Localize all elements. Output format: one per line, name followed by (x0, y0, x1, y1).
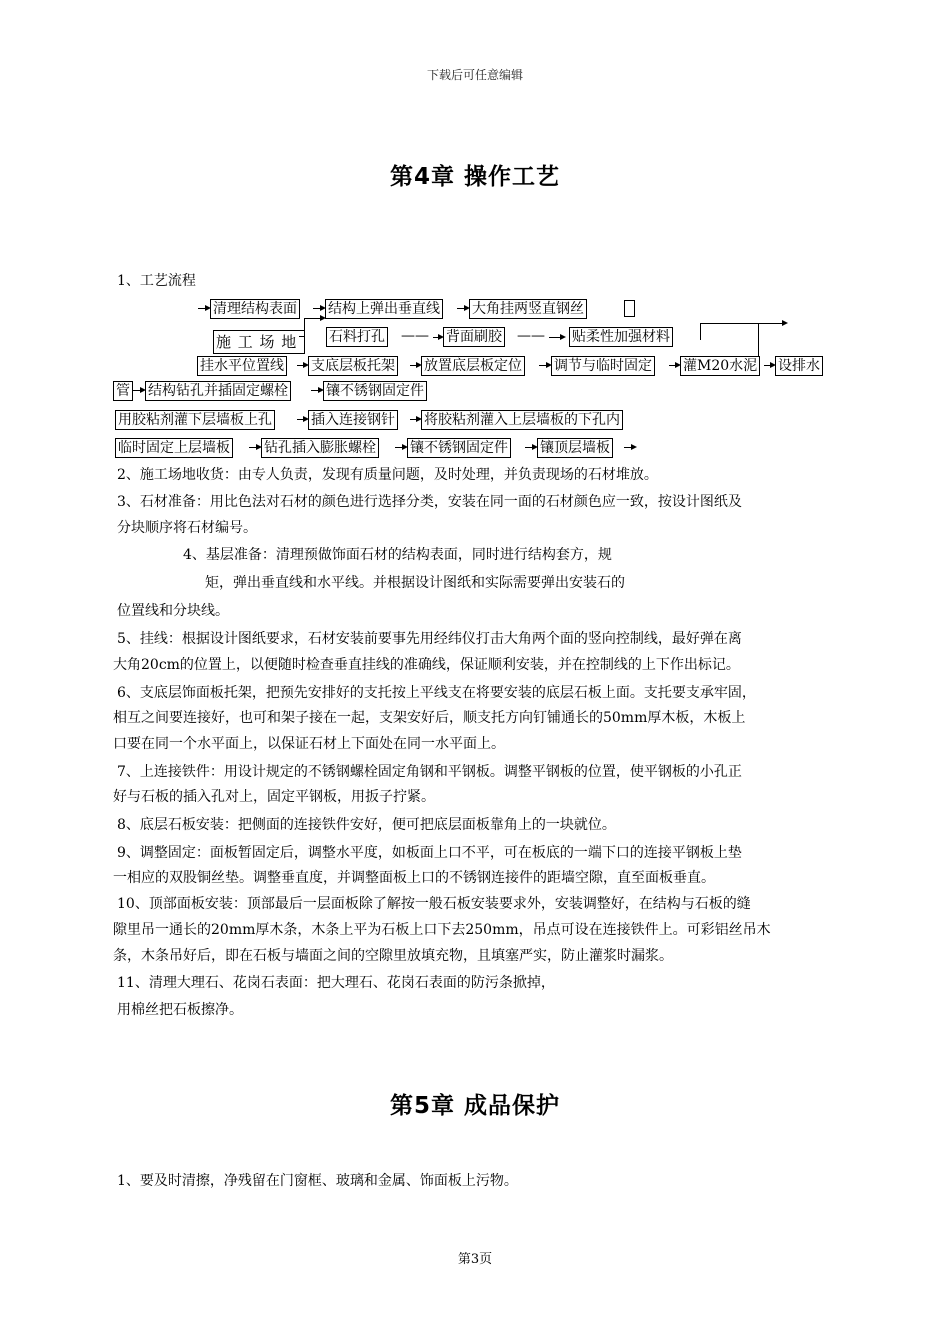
flow-step: 镶不锈钢固定件 (323, 381, 427, 401)
flow-step: 镶不锈钢固定件 (407, 438, 511, 458)
page-number: 第3页 (457, 1252, 493, 1267)
paragraph-line: 1、要及时清擦，净残留在门窗框、玻璃和金属、饰面板上污物。 (117, 1173, 518, 1189)
flow-arrow (297, 365, 304, 366)
flow-dash: —— (517, 328, 545, 344)
flow-arrow (410, 419, 417, 420)
flow-arrow (539, 365, 547, 366)
paragraph-line: 8、底层石板安装：把侧面的连接铁件安好，便可把底层面板靠角上的一块就位。 (117, 817, 616, 833)
paragraph-line: 9、调整固定：面板暂固定后，调整水平度，如板面上口不平，可在板底的一端下口的连接平钢板上垫 (117, 845, 742, 861)
flow-arrow (549, 337, 561, 338)
paragraph-line: 相互之间要连接好，也可和架子接在一起，支架安好后，顺支托方向钉铺通长的50mm厚木板，木板上 (113, 710, 746, 726)
flow-arrow (297, 419, 304, 420)
flow-step: 镶顶层墙板 (537, 438, 613, 458)
flow-arrow (669, 365, 676, 366)
flow-arrow (764, 365, 771, 366)
paragraph-line: 7、上连接铁件：用设计规定的不锈钢螺栓固定角钢和平钢板。调整平钢板的位置，使平钢板的小孔正 (117, 764, 742, 780)
flow-step: 灌M20水泥 (680, 356, 760, 376)
paragraph-line: 4、基层准备：清理预做饰面石材的结构表面，同时进行结构套方，规 (183, 547, 612, 563)
paragraph-line: 条，木条吊好后，即在石板与墙面之间的空隙里放填充物，且填塞严实，防止灌浆时漏浆。 (113, 948, 673, 964)
flow-arrow (313, 308, 321, 309)
flow-arrow (624, 447, 632, 448)
flow-arrow (249, 447, 257, 448)
paragraph-line: 10、顶部面板安装：顶部最后一层面板除了解按一般石板安装要求外，安装调整好，在结构与石板的缝 (117, 896, 751, 912)
paragraph-line: 2、施工场地收货：由专人负责，发现有质量问题，及时处理，并负责现场的石材堆放。 (117, 467, 658, 483)
flow-step: 用胶粘剂灌下层墙板上孔 (115, 410, 275, 430)
flow-arrow (410, 365, 417, 366)
flow-arrow (198, 308, 206, 309)
paragraph-line: 3、石材准备：用比色法对石材的颜色进行选择分类，安装在同一面的石材颜色应一致，按设计图纸及 (117, 494, 742, 510)
flow-step: 背面刷胶 (443, 327, 505, 347)
flow-heading: 1、工艺流程 (117, 273, 196, 289)
flow-step: 插入连接钢针 (308, 410, 398, 430)
flow-step: 石料打孔 (326, 327, 388, 347)
flow-arrow (305, 318, 321, 319)
flow-step: 放置底层板定位 (421, 356, 525, 376)
flow-step: 大角挂两竖直钢丝 (469, 299, 587, 319)
flow-arrow (311, 390, 319, 391)
flow-step: 设排水 (775, 356, 823, 376)
flow-connector (700, 323, 701, 340)
flow-dash: —— (401, 328, 429, 344)
paragraph-line: 用棉丝把石板擦净。 (117, 1002, 243, 1018)
flow-step: 管 (113, 381, 133, 401)
flow-arrow (395, 447, 403, 448)
paragraph-line: 6、支底层饰面板托架，把预先安排好的支托按上平线支在将要安装的底层石板上面。支托要支承牢固， (117, 685, 756, 701)
paragraph-line: 口要在同一个水平面上，以保证石材上下面处在同一水平面上。 (113, 736, 505, 752)
paragraph-line: 一相应的双股铜丝垫。调整垂直度，并调整面板上口的不锈钢连接件的距墙空隙，直至面板垂直。 (113, 870, 715, 886)
paragraph-line: 矩，弹出垂直线和水平线。并根据设计图纸和实际需要弹出安装石的 (205, 575, 625, 591)
flow-step: 调节与临时固定 (551, 356, 655, 376)
flow-connector (299, 336, 305, 337)
paragraph-line: 大角20cm的位置上，以便随时检查垂直挂线的准确线，保证顺利安装，并在控制线的上下作出标记。 (113, 657, 740, 673)
flow-step: 支底层板托架 (308, 356, 398, 376)
paragraph-line: 5、挂线：根据设计图纸要求，石材安装前要事先用经纬仪打击大角两个面的竖向控制线，最好弹在离 (117, 631, 742, 647)
flow-connector (700, 323, 758, 324)
flow-arrow (133, 390, 141, 391)
flow-step: 清理结构表面 (210, 299, 300, 319)
paragraph-line: 隙里吊一通长的20mm厚木条，木条上平为石板上口下去250mm，吊点可设在连接铁件上。可彩铝丝吊木 (113, 922, 771, 938)
empty-box-symbol (624, 300, 635, 317)
flow-arrow (758, 323, 783, 324)
chapter-5-title: 第5章 成品保护 (389, 1093, 560, 1119)
flow-arrow (433, 337, 439, 338)
flow-step: 临时固定上层墙板 (115, 438, 233, 458)
flow-arrow (457, 308, 465, 309)
chapter-4-title: 第4章 操作工艺 (389, 164, 560, 190)
paragraph-line: 位置线和分块线。 (117, 603, 229, 619)
flow-step: 将胶粘剂灌入上层墙板的下孔内 (421, 410, 623, 430)
flow-site-box: 施 工 场 地 (213, 330, 305, 354)
flow-step: 挂水平位置线 (197, 356, 287, 376)
flow-step: 贴柔性加强材料 (569, 327, 673, 347)
page-header-note: 下载后可任意编辑 (426, 68, 523, 82)
flow-arrow (525, 447, 533, 448)
paragraph-line: 11、清理大理石、花岗石表面：把大理石、花岗石表面的防污条掀掉， (117, 975, 555, 991)
flow-step: 结构上弹出垂直线 (325, 299, 443, 319)
paragraph-line: 好与石板的插入孔对上，固定平钢板，用扳子拧紧。 (113, 789, 435, 805)
paragraph-line: 分块顺序将石材编号。 (117, 520, 257, 536)
flow-step: 钻孔插入膨胀螺栓 (261, 438, 379, 458)
flow-step: 结构钻孔并插固定螺栓 (145, 381, 291, 401)
